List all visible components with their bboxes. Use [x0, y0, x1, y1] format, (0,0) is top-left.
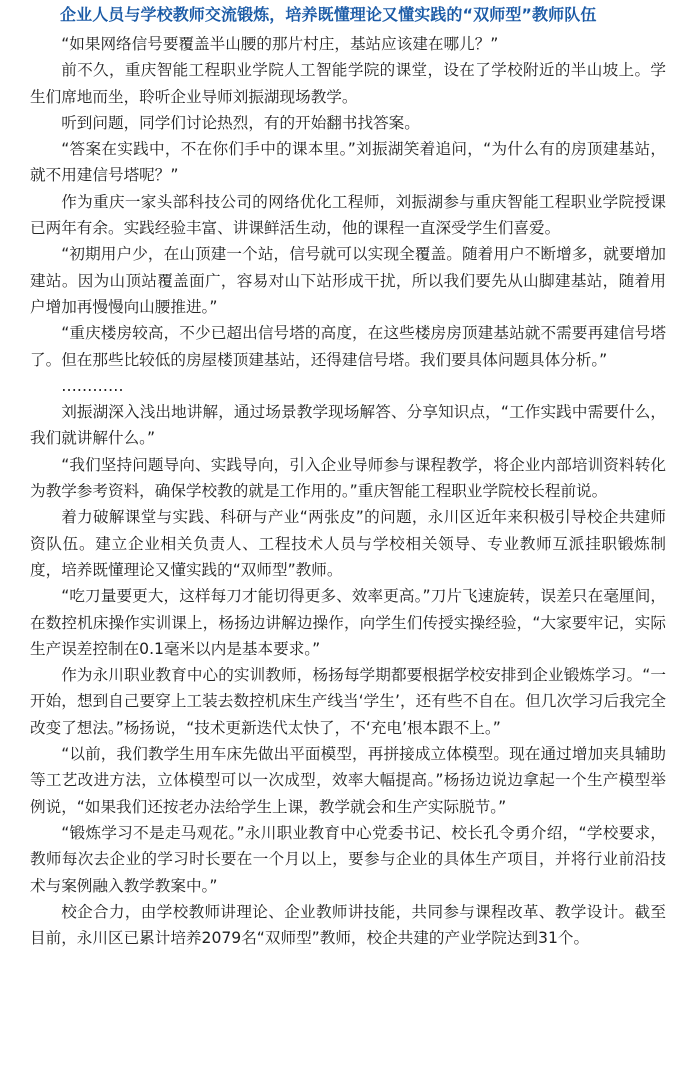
- paragraph-1: “如果网络信号要覆盖半山腰的那片村庄，基站应该建在哪儿？”: [61, 35, 499, 53]
- paragraph-6: “初期用户少，在山顶建一个站，信号就可以实现全覆盖。随着用户不断增多，就要增加建站。因为山顶站覆盖面广，容易对山下站形成干扰，所以我们要先从山脚建基站，随着用户增加再慢慢向山腰推进。”: [30, 245, 666, 316]
- paragraph-3: 听到问题，同学们讨论热烈，有的开始翻书找答案。: [61, 113, 420, 132]
- paragraph-11: “吃刀量要更大，这样每刀才能切得更多、效率更高。”刀片飞速旋转，误差只在毫厘间，在数控机床操作实训课上，杨扬边讲解边操作，向学生们传授实操经验，“大家要牢记，实际生产误差控制在0.1毫米以内是基本要求。”: [30, 587, 666, 658]
- article-headline: 企业人员与学校教师交流锻炼，培养既懂理论又懂实践的“双师型”教师队伍: [60, 5, 597, 24]
- paragraph-15: 校企合力，由学校教师讲理论、企业教师讲技能，共同参与课程改革、教学设计。截至目前，永川区已累计培养2079名“双师型”教师，校企共建的产业学院达到31个。: [30, 902, 666, 948]
- paragraph-8: 刘振湖深入浅出地讲解，通过场景教学现场解答、分享知识点，“工作实践中需要什么，我们就讲解什么。”: [30, 403, 666, 448]
- paragraph-4: “答案在实践中，不在你们手中的课本里。”刘振湖笑着追问，“为什么有的房顶建基站，就不用建信号塔呢？”: [30, 140, 666, 185]
- paragraph-7: “重庆楼房较高，不少已超出信号塔的高度，在这些楼房房顶建基站就不需要再建信号塔了。但在那些比较低的房屋楼顶建基站，还得建信号塔。我们要具体问题具体分析。”: [30, 324, 666, 369]
- paragraph-9: “我们坚持问题导向、实践导向，引入企业导师参与课程教学，将企业内部培训资料转化为教学参考资料，确保学校教的就是工作用的。”重庆智能工程职业学院校长程前说。: [30, 455, 666, 501]
- section-ellipsis: …………: [61, 376, 124, 395]
- paragraph-2: 前不久，重庆智能工程职业学院人工智能学院的课堂，设在了学校附近的半山坡上。学生们席地而坐，聆听企业导师刘振湖现场教学。: [30, 61, 666, 106]
- paragraph-14: “锻炼学习不是走马观花。”永川职业教育中心党委书记、校长孔令勇介绍，“学校要求，教师每次去企业的学习时长要在一个月以上，要参与企业的具体生产项目，并将行业前沿技术与案例融入教学教案中。”: [30, 823, 666, 895]
- paragraph-5: 作为重庆一家头部科技公司的网络优化工程师，刘振湖参与重庆智能工程职业学院授课已两年有余。实践经验丰富、讲课鲜活生动，他的课程一直深受学生们喜爱。: [30, 192, 666, 238]
- paragraph-10: 着力破解课堂与实践、科研与产业“两张皮”的问题，永川区近年来积极引导校企共建师资队伍。建立企业相关负责人、工程技术人员与学校相关领导、专业教师互派挂职锻炼制度，培养既懂理论又懂实践的“双师型”教师。: [30, 508, 666, 579]
- paragraph-13: “以前，我们教学生用车床先做出平面模型，再拼接成立体模型。现在通过增加夹具辅助等工艺改进方法，立体模型可以一次成型，效率大幅提高。”杨扬边说边拿起一个生产模型举例说，“如果我们还按老办法给学生上课，教学就会和生产实际脱节。”: [30, 745, 666, 816]
- paragraph-12: 作为永川职业教育中心的实训教师，杨扬每学期都要根据学校安排到企业锻炼学习。“一开始，想到自己要穿上工装去数控机床生产线当‘学生’，还有些不自在。但几次学习后我完全改变了想法。”杨扬说，“技术更新迭代太快了，不‘充电’根本跟不上。”: [30, 666, 666, 737]
